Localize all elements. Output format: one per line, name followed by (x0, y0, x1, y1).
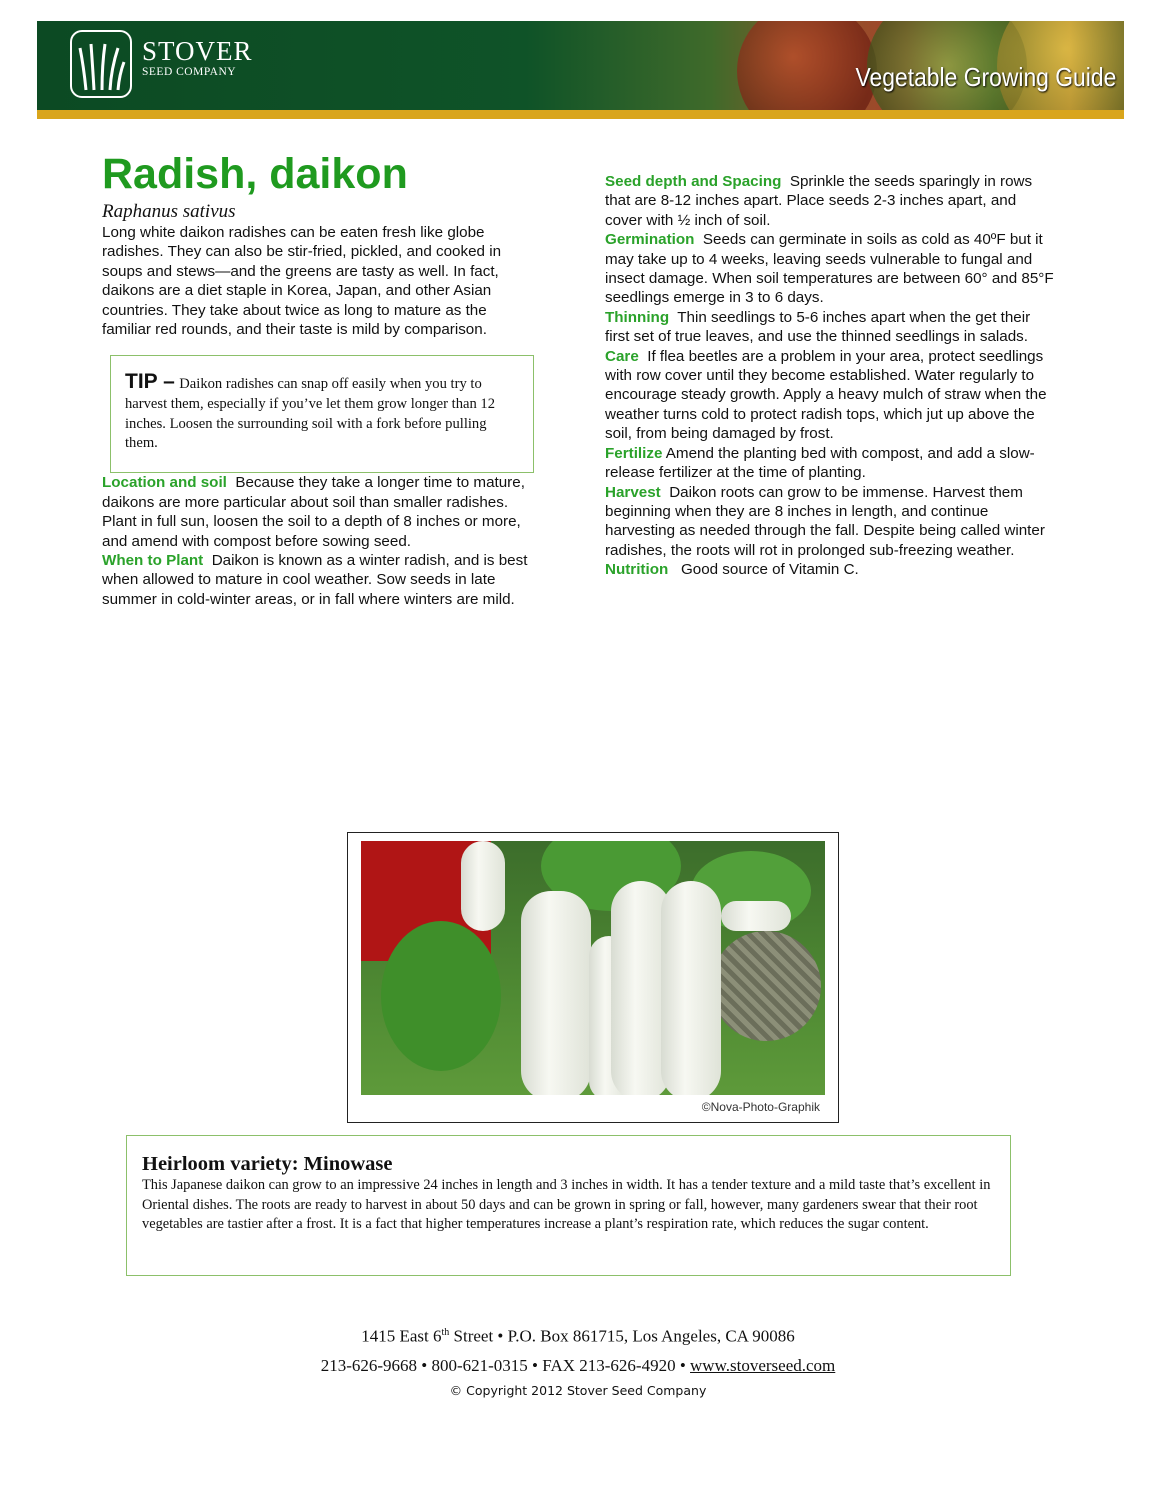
section-heading: When to Plant (102, 552, 204, 570)
page-title: Radish, daikon (102, 150, 408, 198)
section-heading: Nutrition (605, 561, 669, 579)
section-heading: Location and soil (102, 474, 227, 492)
brand-name: STOVER (142, 36, 253, 66)
heirloom-box (126, 1135, 1011, 1276)
daikon-root (461, 841, 505, 931)
section-when-to-plant (102, 551, 538, 609)
address-ordinal: th (441, 1327, 450, 1338)
section-heading: Thinning (605, 308, 670, 326)
header-divider (37, 110, 1124, 119)
section-heading: Germination (605, 231, 695, 249)
intro-paragraph: Long white daikon radishes can be eaten fresh like globe radishes. They can also be stir-fried, pickled, and cooked in soups and stews—and the greens are tasty as well. In fact, daikons are a diet staple in Korea, Japan, and other Asian countries. They take about twice as long to mature as the familiar red rounds, and their taste is mild by comparison. (102, 224, 502, 339)
tip-box (110, 355, 534, 473)
section-heading: Seed depth and Spacing (605, 173, 782, 190)
right-column (605, 172, 1057, 580)
daikon-root (721, 901, 791, 931)
section-care (605, 347, 1057, 444)
footer-address (0, 1318, 1156, 1351)
heirloom-text: This Japanese daikon can grow to an impressive 24 inches in length and 3 inches in width. It has a tender texture and a mild taste that’s excellent in Oriental dishes. The roots are ready to harvest in about 50 days and can be grown in spring or fall, however, many gardeners swear that their root vegetables are tastier after a frost. It is a fact that higher temperatures increase a plant’s respiration rate, which reduces the sugar content. (142, 1177, 991, 1233)
photo-credit: ©Nova-Photo-Graphik (701, 1100, 820, 1114)
footer (0, 1318, 1156, 1402)
section-nutrition (605, 560, 1057, 579)
leaf-cluster (381, 921, 501, 1071)
left-column (102, 148, 538, 609)
section-heading: Care (605, 347, 639, 365)
section-harvest (605, 483, 1057, 561)
footer-copyright: © Copyright 2012 Stover Seed Company (449, 1382, 707, 1398)
daikon-root (661, 881, 721, 1095)
section-text: Daikon roots can grow to be immense. Harvest them beginning when they are 8 inches in length, and continue harvesting as needed through the fall. Despite being called winter radishes, the roots will rot in prolonged sub-freezing weather. (605, 483, 1045, 559)
photo-frame (347, 832, 839, 1123)
tip-text: Daikon radishes can snap off easily when you try to harvest them, especially if you’ve let them grow longer than 12 inches. Loosen the surrounding soil with a fork before pulling them. (125, 376, 496, 452)
address-rest: Street • P.O. Box 861715, Los Angeles, CA 90086 (449, 1326, 795, 1346)
section-text: If flea beetles are a problem in your area, protect seedlings with row cover until they become established. Water regularly to encourage steady growth. Apply a heavy mulch of straw when the weather turns cold to protect radish tops, which jut up above the soil, from being damaged by frost. (605, 347, 1047, 443)
address-street: 1415 East 6 (361, 1326, 442, 1346)
section-text: Good source of Vitamin C. (680, 561, 859, 579)
brand (142, 38, 253, 78)
section-text: Thin seedlings to 5-6 inches apart when the get their first set of true leaves, and use the thinned seedlings in salads. (605, 308, 1031, 346)
daikon-photo (361, 841, 825, 1095)
section-text: Because they take a longer time to mature, daikons are more particular about soil than smaller radishes. Plant in full sun, loosen the soil to a depth of 8 inches or more, and amend with compost before sowing seed. (102, 474, 525, 550)
stover-logo-icon (70, 30, 132, 98)
section-text: Sprinkle the seeds sparingly in rows that are 8-12 inches apart. Place seeds 2-3 inches apart, and cover with ½ inch of soil. (605, 173, 1033, 229)
section-heading: Harvest (605, 483, 661, 501)
section-heading: Fertilize (605, 444, 663, 462)
brand-subtitle: SEED COMPANY (142, 66, 237, 78)
scientific-name: Raphanus sativus (102, 201, 236, 222)
section-text: Seeds can germinate in soils as cold as 40ºF but it may take up to 4 weeks, leaving seeds vulnerable to fungal and insect damage. When soil temperatures are between 60° and 85°F seedlings emerge in 3 to 6 days. (605, 231, 1054, 307)
website-link[interactable]: www.stoverseed.com (690, 1355, 836, 1375)
section-text: Daikon is known as a winter radish, and is best when allowed to mature in cool weather. Sow seeds in late summer in cold-winter areas, or in fall where winters are mild. (102, 552, 528, 608)
tip-label: TIP – (125, 370, 175, 394)
section-thinning (605, 308, 1057, 347)
section-germination (605, 230, 1057, 308)
section-text: Amend the planting bed with compost, and add a slow-release fertilizer at the time of planting. (605, 444, 1035, 482)
daikon-root (521, 891, 591, 1095)
basket (711, 931, 821, 1041)
heirloom-title: Heirloom variety: Minowase (142, 1153, 393, 1175)
footer-phones: 213-626-9668 • 800-621-0315 • FAX 213-626-4920 • (320, 1355, 691, 1375)
guide-title: Vegetable Growing Guide (855, 62, 1116, 92)
footer-contact (0, 1351, 1156, 1380)
section-location-soil (102, 473, 538, 551)
section-fertilize (605, 444, 1057, 483)
section-seed-depth (605, 172, 1057, 230)
